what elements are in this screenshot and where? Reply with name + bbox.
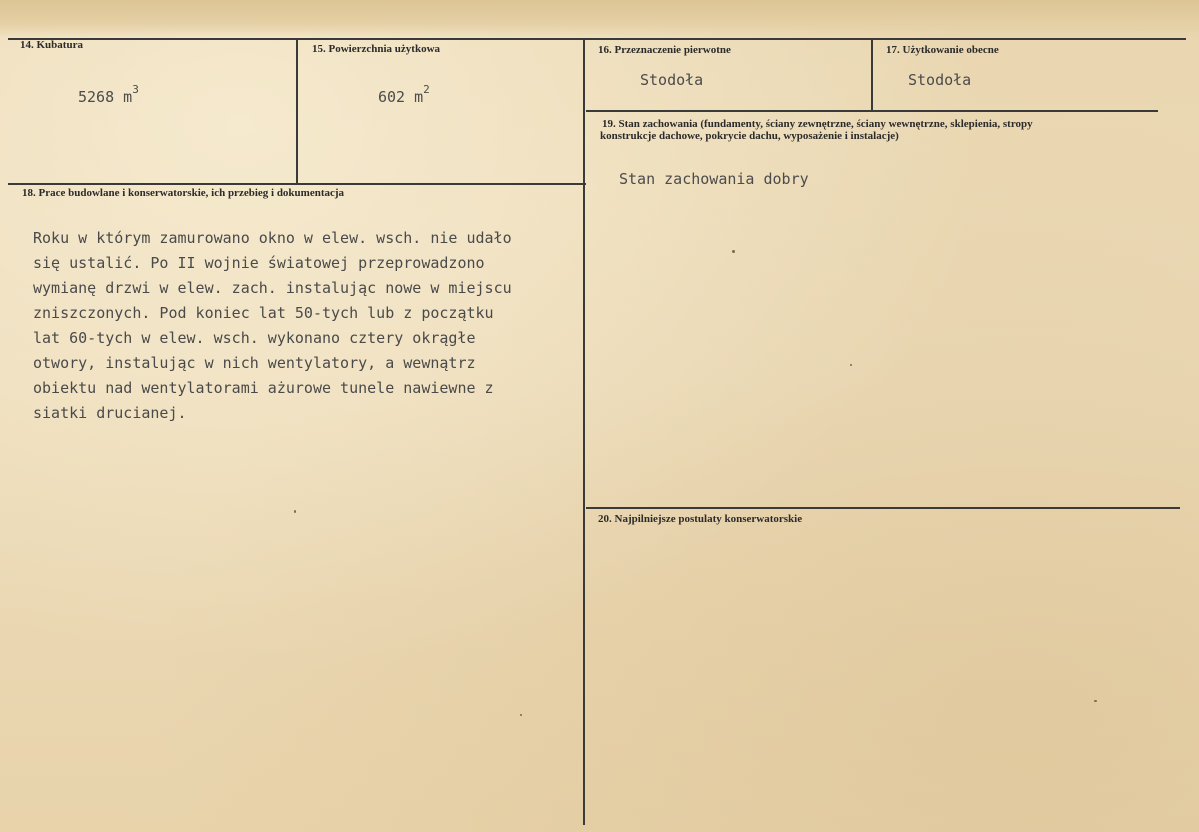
field-19-label <box>602 118 1162 142</box>
field-18-line: zniszczonych. Pod koniec lat 50-tych lub z początku <box>33 304 494 322</box>
field-14-unit-exponent: 3 <box>132 83 139 96</box>
field-14-number: 5268 m <box>78 88 133 106</box>
divider-14-15 <box>296 38 298 183</box>
field-19-label-line-2: konstrukcje dachowe, pokrycie dachu, wyposażenie i instalacje) <box>600 130 899 142</box>
field-14-value <box>78 83 139 106</box>
paper-speck <box>294 510 296 513</box>
field-18-label: 18. Prace budowlane i konserwatorskie, ich przebieg i dokumentacja <box>22 187 345 199</box>
field-18-line: Roku w którym zamurowano okno w elew. wsch. nie udało <box>33 229 512 247</box>
field-20-label: 20. Najpilniejsze postulaty konserwatorskie <box>598 513 803 525</box>
field-18-line: siatki drucianej. <box>33 404 187 422</box>
paper-speck <box>520 714 522 716</box>
divider-main <box>583 38 585 825</box>
field-17-label: 17. Użytkowanie obecne <box>886 44 999 56</box>
field-17-value: Stodoła <box>908 71 972 89</box>
paper-speck <box>850 364 852 366</box>
field-16-value: Stodoła <box>640 71 704 89</box>
field-15-label: 15. Powierzchnia użytkowa <box>312 43 441 55</box>
field-15-unit-exponent: 2 <box>423 83 430 96</box>
paper-speck <box>732 250 735 253</box>
field-15-number: 602 m <box>378 88 424 106</box>
field-18-line: otwory, instalując w nich wentylatory, a wewnątrz <box>33 354 476 372</box>
top-rule <box>8 38 1186 40</box>
field-18-line: się ustalić. Po II wojnie światowej przeprowadzono <box>33 254 485 272</box>
field-18-line: lat 60-tych w elew. wsch. wykonano cztery okrągłe <box>33 329 476 347</box>
rule-field-18-top <box>8 183 586 185</box>
field-15-value <box>378 83 430 106</box>
divider-16-17 <box>871 38 873 111</box>
field-18-text <box>33 226 578 426</box>
field-18-line: obiektu nad wentylatorami ażurowe tunele nawiewne z <box>33 379 494 397</box>
field-18-line: wymianę drzwi w elew. zach. instalując nowe w miejscu <box>33 279 512 297</box>
paper-speck <box>1094 700 1097 702</box>
field-16-label: 16. Przeznaczenie pierwotne <box>598 44 731 56</box>
rule-field-20-top <box>586 507 1180 509</box>
field-19-label-line-1: 19. Stan zachowania (fundamenty, ściany zewnętrzne, ściany wewnętrzne, sklepienia, stropy <box>602 118 1033 130</box>
field-14-label: 14. Kubatura <box>20 39 83 51</box>
card-top-edge <box>0 0 1199 38</box>
field-19-value: Stan zachowania dobry <box>619 170 809 188</box>
